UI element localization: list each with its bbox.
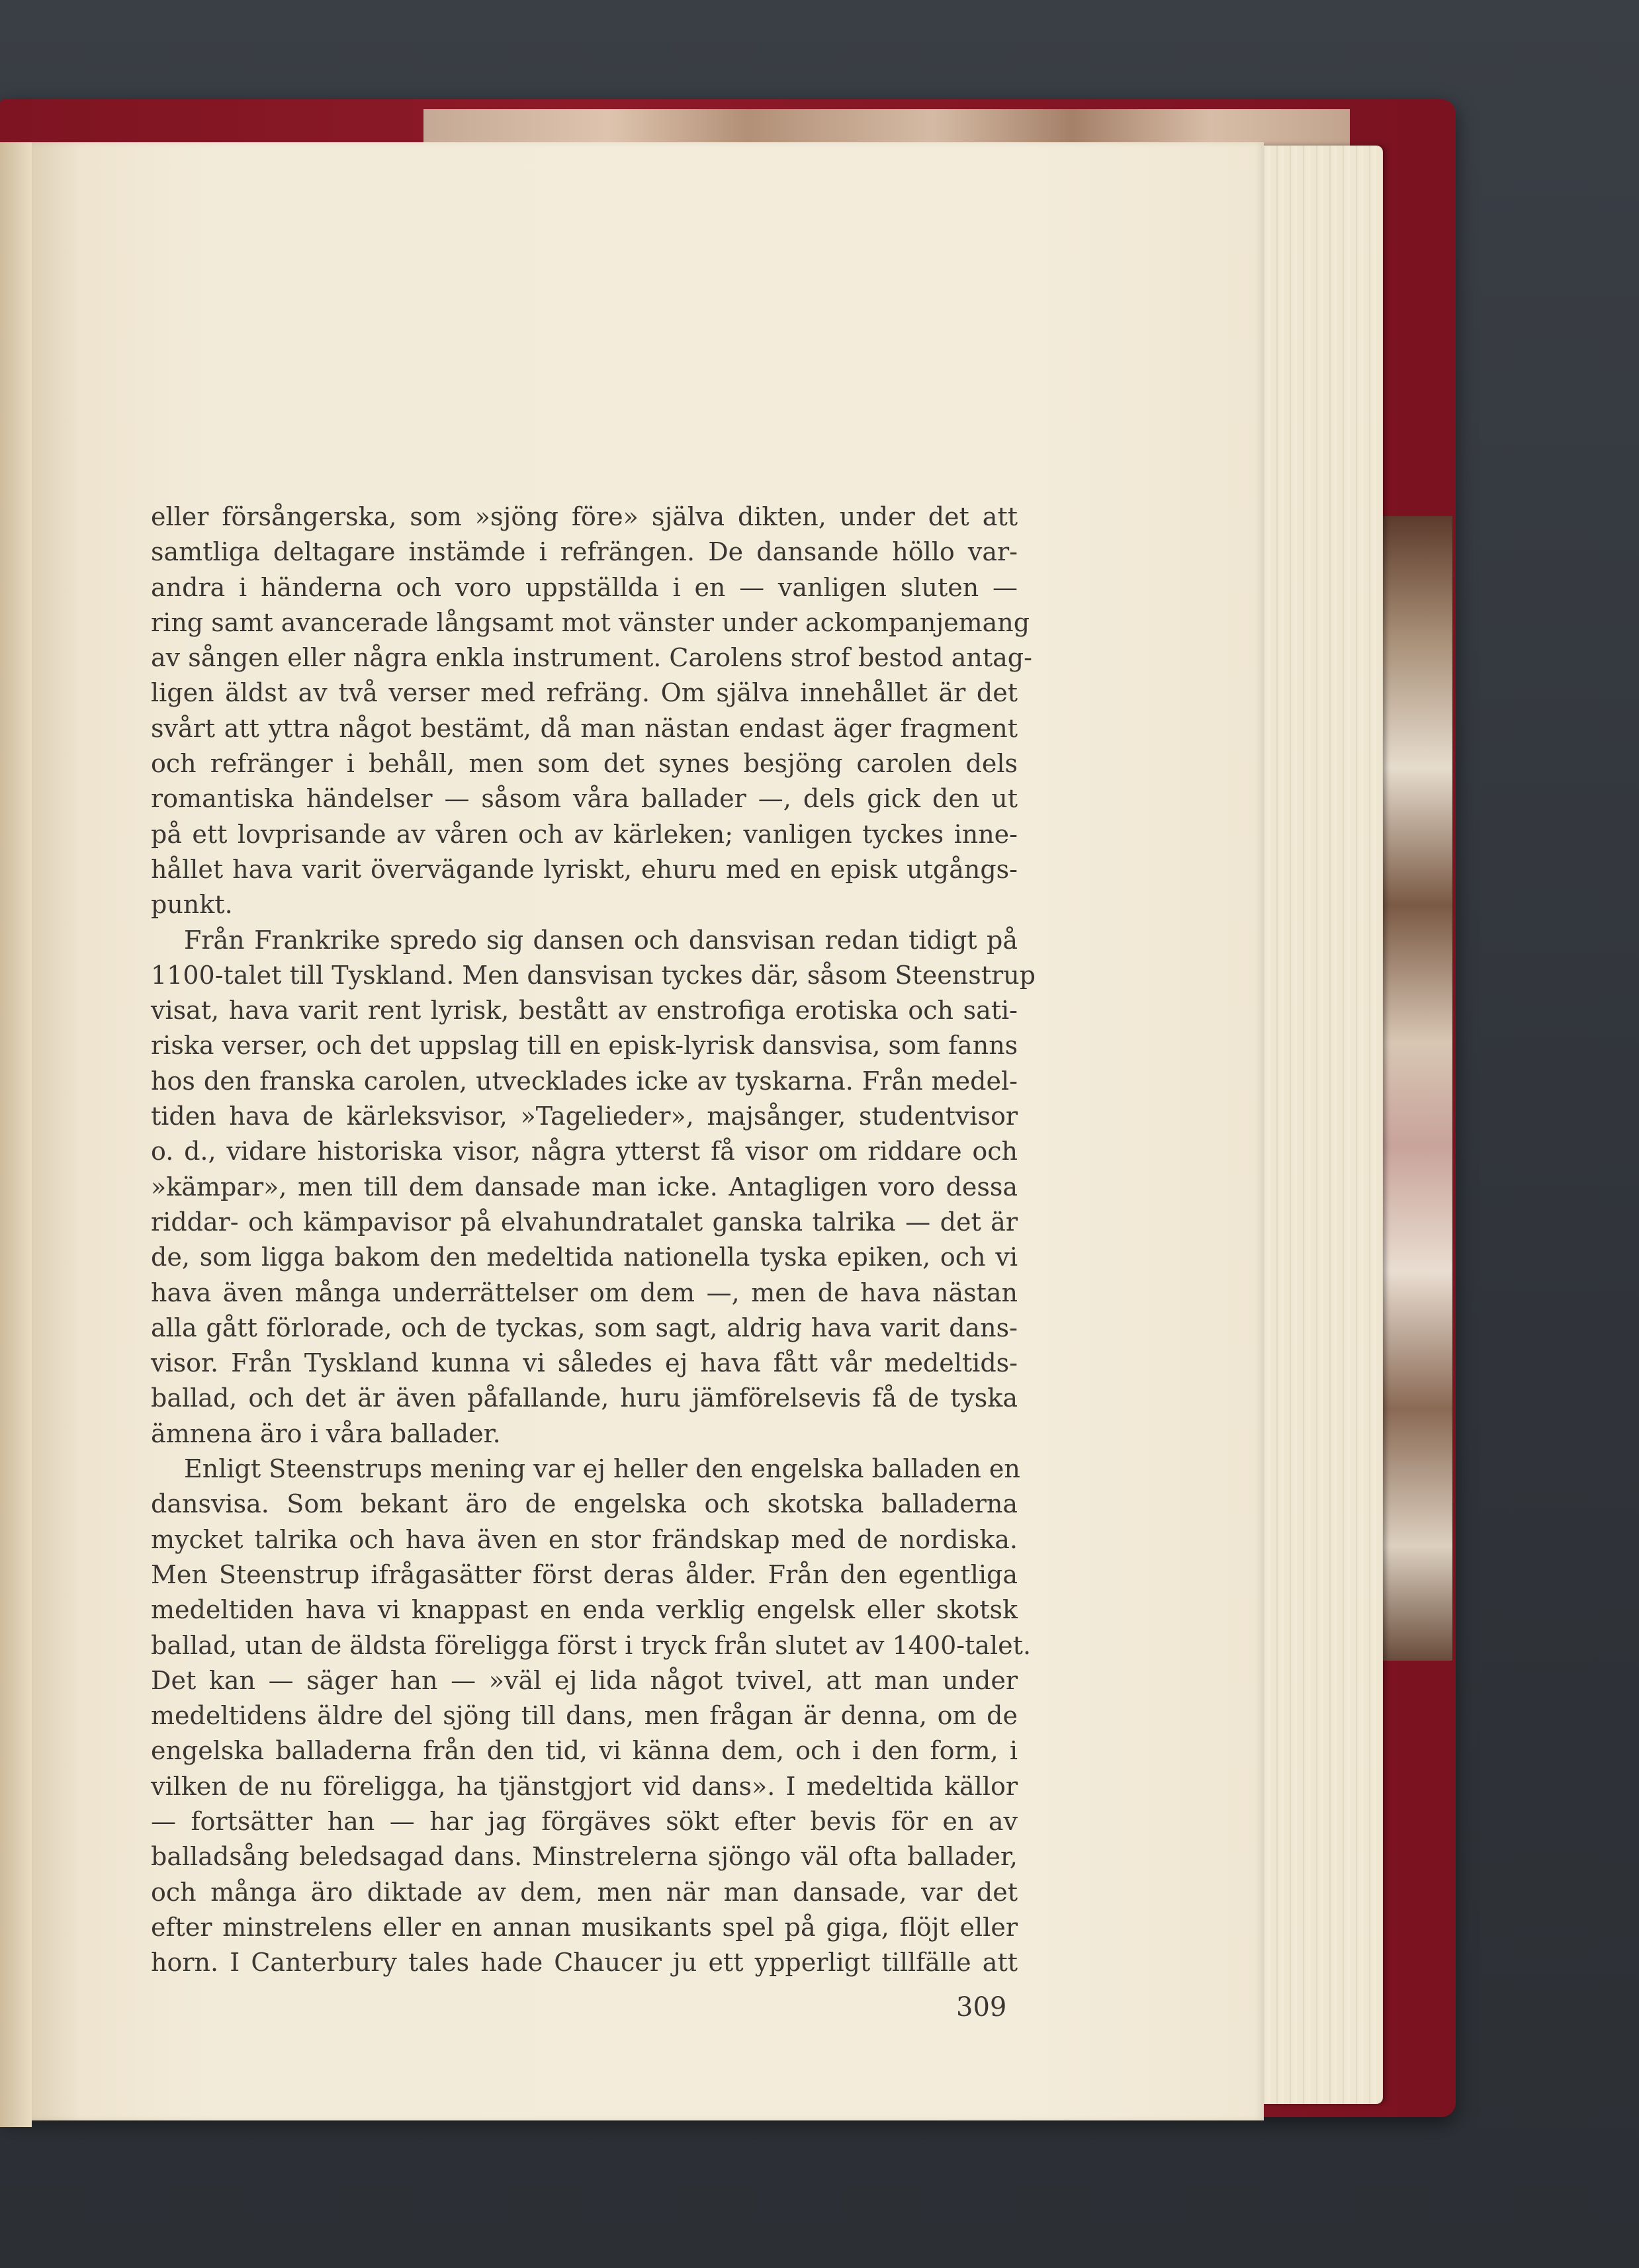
text-line: Men Steenstrup ifrågasätter först deras ålder. Från den egentliga xyxy=(151,1559,1018,1589)
text-line: svårt att yttra något bestämt, då man nästan endast äger fragment xyxy=(151,713,1018,743)
text-line: visor. Från Tyskland kunna vi således ej hava fått vår medeltids- xyxy=(151,1348,1018,1378)
text-line: romantiska händelser — såsom våra ballader —, dels gick den ut xyxy=(151,784,1018,814)
text-line: ligen äldst av två verser med refräng. Om själva innehållet är det xyxy=(151,678,1018,708)
text-line: alla gått förlorade, och de tyckas, som sagt, aldrig hava varit dans- xyxy=(151,1313,1018,1342)
text-line: efter minstrelens eller en annan musikants spel på giga, flöjt eller xyxy=(151,1912,1018,1942)
facing-page-edge xyxy=(0,142,32,2127)
text-line: och många äro diktade av dem, men när man dansade, var det xyxy=(151,1877,1018,1907)
text-line: o. d., vidare historiska visor, några ytterst få visor om riddare och xyxy=(151,1137,1018,1166)
text-line: balladsång beledsagad dans. Minstrelerna sjöngo väl ofta ballader, xyxy=(151,1842,1018,1872)
book-page xyxy=(32,142,1264,2120)
text-line: hos den franska carolen, utvecklades icke av tyskarna. Från medel- xyxy=(151,1066,1018,1096)
body-text xyxy=(151,500,1036,1980)
text-line: »kämpar», men till dem dansade man icke. Antagligen voro dessa xyxy=(151,1172,1018,1201)
text-line: riska verser, och det uppslag till en episk-lyrisk dansvisa, som fanns xyxy=(151,1031,1018,1061)
text-line: de, som ligga bakom den medeltida nationella tyska epiken, och vi xyxy=(151,1243,1018,1272)
text-line: medeltidens äldre del sjöng till dans, men frågan är denna, om de xyxy=(151,1701,1018,1731)
text-line: Enligt Steenstrups mening var ej heller den engelska balladen en xyxy=(184,1454,1020,1484)
text-line: vilken de nu föreligga, ha tjänstgjort vid dans». I medeltida källor xyxy=(151,1771,1018,1801)
text-line: hållet hava varit övervägande lyriskt, ehuru med en episk utgångs- xyxy=(151,854,1018,884)
text-line: ballad, och det är även påfallande, huru jämförelsevis få de tyska xyxy=(151,1383,1018,1413)
text-line: ämnena äro i våra ballader. xyxy=(151,1418,501,1448)
text-line: mycket talrika och hava även en stor frändskap med de nordiska. xyxy=(151,1524,1018,1554)
text-line: hava även många underrättelser om dem —, men de hava nästan xyxy=(151,1278,1018,1307)
text-line: 1100-talet till Tyskland. Men dansvisan tyckes där, såsom Steenstrup xyxy=(151,960,1036,990)
page-number: 309 xyxy=(956,1992,1007,2023)
text-line: på ett lovprisande av våren och av kärleken; vanligen tyckes inne- xyxy=(151,819,1018,849)
text-line: andra i händerna och voro uppställda i en — vanligen sluten — xyxy=(151,572,1018,602)
text-line: ballad, utan de äldsta föreligga först i tryck från slutet av 1400-talet. xyxy=(151,1630,1032,1660)
text-line: dansvisa. Som bekant äro de engelska och skotska balladerna xyxy=(151,1489,1018,1519)
text-line: riddar- och kämpavisor på elvahundratalet ganska talrika — det är xyxy=(151,1207,1018,1237)
text-line: av sången eller några enkla instrument. Carolens strof bestod antag- xyxy=(151,643,1032,673)
text-line: samtliga deltagare instämde i refrängen. De dansande höllo var- xyxy=(151,537,1018,567)
text-line: medeltiden hava vi knappast en enda verklig engelsk eller skotsk xyxy=(151,1595,1018,1625)
text-line: Det kan — säger han — »väl ej lida något tvivel, att man under xyxy=(151,1665,1018,1695)
page-edges xyxy=(1257,146,1383,2104)
text-line: visat, hava varit rent lyrisk, bestått av enstrofiga erotiska och sati- xyxy=(151,996,1018,1025)
text-line: punkt. xyxy=(151,890,233,920)
text-line: och refränger i behåll, men som det synes besjöng carolen dels xyxy=(151,749,1018,779)
text-line: Från Frankrike spredo sig dansen och dansvisan redan tidigt på xyxy=(184,925,1018,955)
text-line: engelska balladerna från den tid, vi känna dem, och i den form, i xyxy=(151,1736,1018,1766)
text-line: tiden hava de kärleksvisor, »Tagelieder», majsånger, studentvisor xyxy=(151,1102,1018,1131)
text-line: ring samt avancerade långsamt mot vänster under ackompanjemang xyxy=(151,607,1030,637)
text-line: eller försångerska, som »sjöng före» själva dikten, under det att xyxy=(151,502,1018,531)
marbled-cover-edge xyxy=(1380,516,1452,1661)
text-line: — fortsätter han — har jag förgäves sökt efter bevis för en av xyxy=(151,1806,1018,1836)
text-line: horn. I Canterbury tales hade Chaucer ju ett ypperligt tillfälle att xyxy=(151,1948,1018,1978)
